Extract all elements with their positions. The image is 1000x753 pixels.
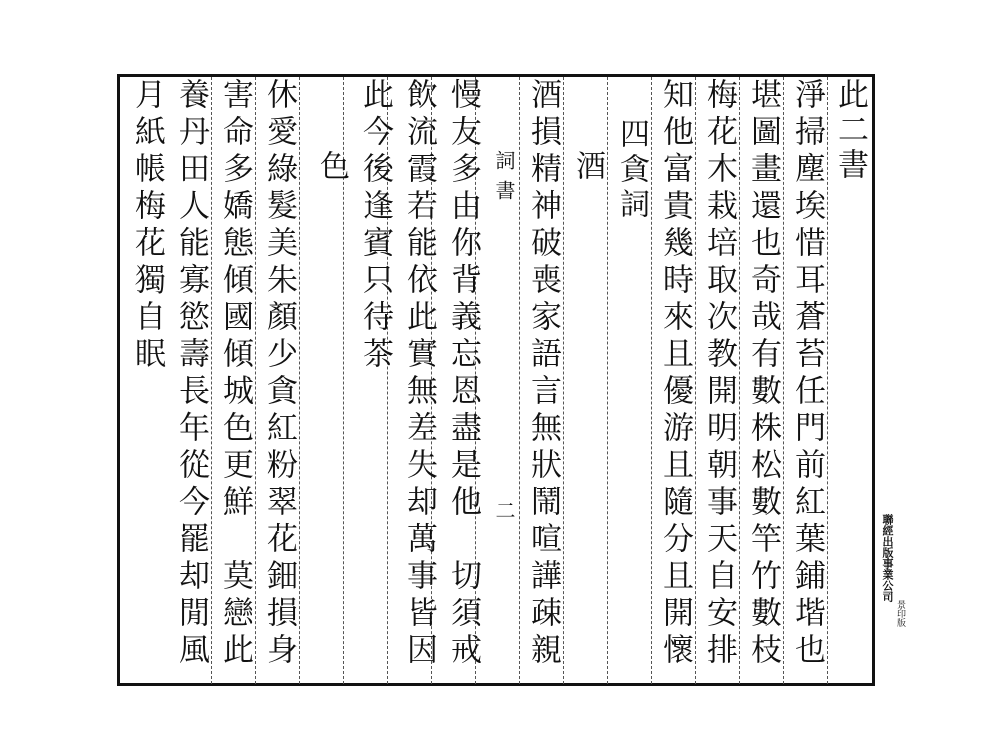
- section-heading: 色: [314, 150, 349, 185]
- text-column: 知他富貴幾時來且優游且隨分且開懷: [657, 78, 693, 670]
- page-number: 二: [492, 500, 516, 522]
- column-rule: [519, 77, 520, 684]
- text-column: 此今後逢賓只待茶: [357, 78, 393, 374]
- text-column: 休愛綠髮美朱顏少貪紅粉翠花鈿損身: [261, 78, 297, 670]
- text-column: 害命多嬌態傾國傾城色更鮮 莫戀此: [217, 78, 253, 670]
- text-column: 飲流霞若能依此實無差失却萬事皆因: [401, 78, 437, 670]
- side-label: 詞: [492, 150, 516, 172]
- text-column: 月紙帳梅花獨自眠: [129, 78, 165, 374]
- text-column: 酒損精神破喪家語言無狀鬧喧譁疎親: [525, 78, 561, 670]
- text-column: 堪圖畫還也奇哉有數株松數竿竹數枝: [745, 78, 781, 670]
- text-column: 養丹田人能寡慾壽長年從今罷却閒風: [173, 78, 209, 670]
- text-column: 梅花木栽培取次教開明朝事天自安排: [701, 78, 737, 670]
- publisher-note: 景印版: [895, 600, 905, 627]
- text-column: 淨掃塵埃惜耳蒼苔任門前紅葉鋪堦也: [789, 78, 825, 670]
- section-heading: 四貪詞: [614, 118, 649, 223]
- section-heading: 酒: [570, 150, 605, 185]
- side-label-sub: 書: [492, 180, 516, 202]
- publisher-mark: 聯經出版事業公司: [881, 514, 894, 602]
- page-title: 此二書: [832, 78, 868, 183]
- text-column: 慢友多由你背義忘恩盡是他 切須戒: [445, 78, 481, 670]
